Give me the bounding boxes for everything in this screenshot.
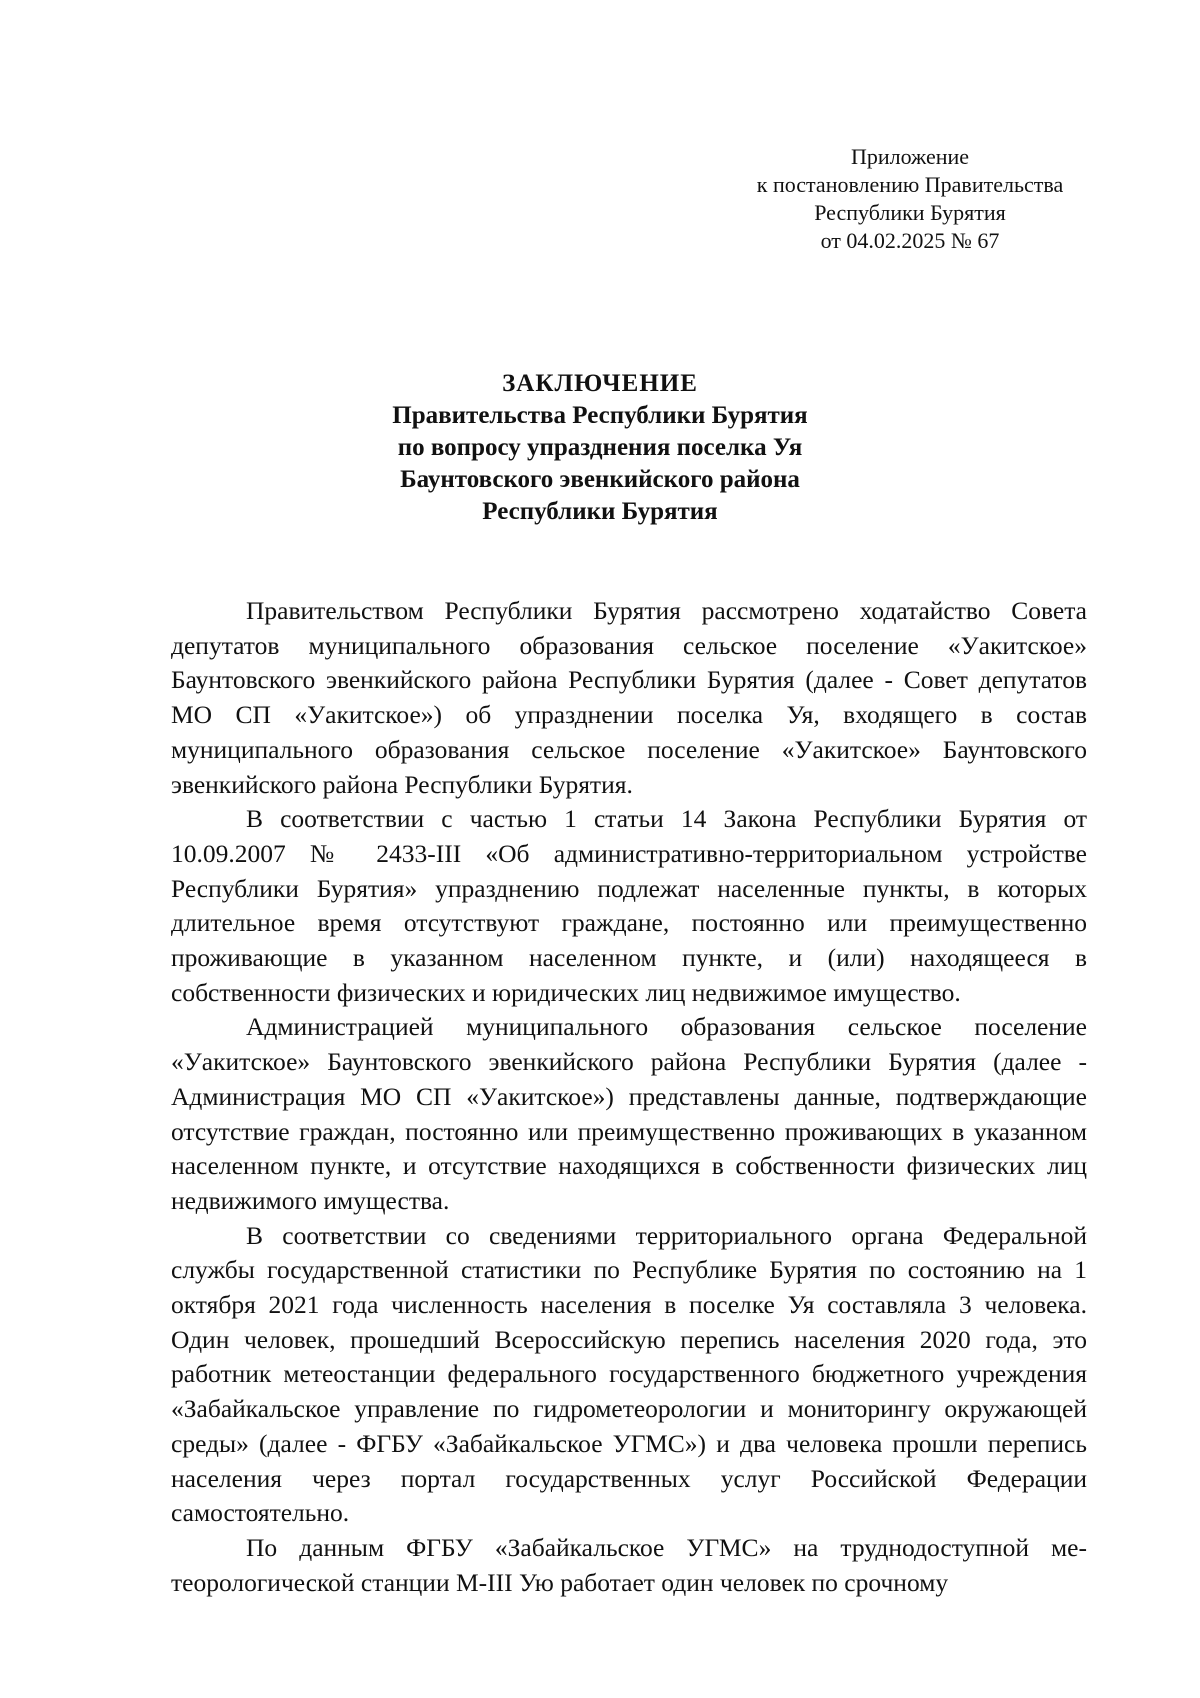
title-line-2: Правительства Республики Бурятия xyxy=(392,402,808,429)
title-line-3: по вопросу упразднения поселка Уя xyxy=(397,434,803,461)
appendix-line-3: Республики Бурятия xyxy=(814,200,1006,225)
document-body xyxy=(171,594,1087,1600)
appendix-header xyxy=(730,143,1090,255)
title-line-4: Баунтовского эвенкийского района xyxy=(400,466,800,493)
title-main: ЗАКЛЮЧЕНИЕ xyxy=(502,370,698,397)
paragraph-4: В соответствии со сведениями территориального органа Федеральной службы государственной статистики по Республике Бурятия по состоянию на 1 октября 2021 года численность населения в поселке Уя составляла 3 человека. Один человек, прошедший Всероссийскую перепись населения 2020 года, это работник метеостанции федерального государственного бюджетного учреждения «Забайкальское управление по гидрометеорологии и мониторингу окружающей среды» (далее - ФГБУ «Забайкальское УГМС») и два человека прошли перепись населения через портал государственных услуг Российской Федерации самостоятельно. xyxy=(171,1220,1087,1528)
title-line-5: Республики Бурятия xyxy=(482,498,718,525)
appendix-line-2: к постановлению Правительства xyxy=(756,172,1064,197)
paragraph-5: По данным ФГБУ «Забайкальское УГМС» на труднодоступной метеорологической станции М-III Ую работает один человек по срочному xyxy=(171,1532,1087,1597)
appendix-line-4: от 04.02.2025 № 67 xyxy=(820,228,1000,253)
appendix-line-1: Приложение xyxy=(850,144,970,169)
paragraph-1: Правительством Республики Бурятия рассмотрено ходатайство Совета депутатов муниципального образования сельское поселение «Уакитское» Баунтовского эвенкийского района Республики Бурятия (далее - Совет депутатов МО СП «Уакитское») об упразднении поселка Уя, входящего в состав муниципального образования сельское поселение «Уакитское» Баунтовского эвенкийского района Республики Бурятия. xyxy=(171,596,1087,799)
document-title xyxy=(150,368,1050,528)
paragraph-3: Администрацией муниципального образования сельское поселение «Уакитское» Баунтовского эвенкийского района Республики Бурятия (далее - Администрация МО СП «Уакитское») представлены данные, подтверждающие отсутствие граждан, постоянно или преимущественно проживающих в указанном населенном пункте, и отсутствие находящихся в собственности физических лиц недвижимого имущества. xyxy=(171,1012,1087,1215)
paragraph-2: В соответствии с частью 1 статьи 14 Закона Республики Бурятия от 10.09.2007 № 2433-III «Об административно-территориальном устройстве Республики Бурятия» упразднению подлежат населенные пункты, в которых длительное время отсутствуют граждане, постоянно или преимущественно проживающие в указанном населенном пункте, и (или) находящееся в собственности физических и юридических лиц недвижимое имущество. xyxy=(171,804,1087,1007)
